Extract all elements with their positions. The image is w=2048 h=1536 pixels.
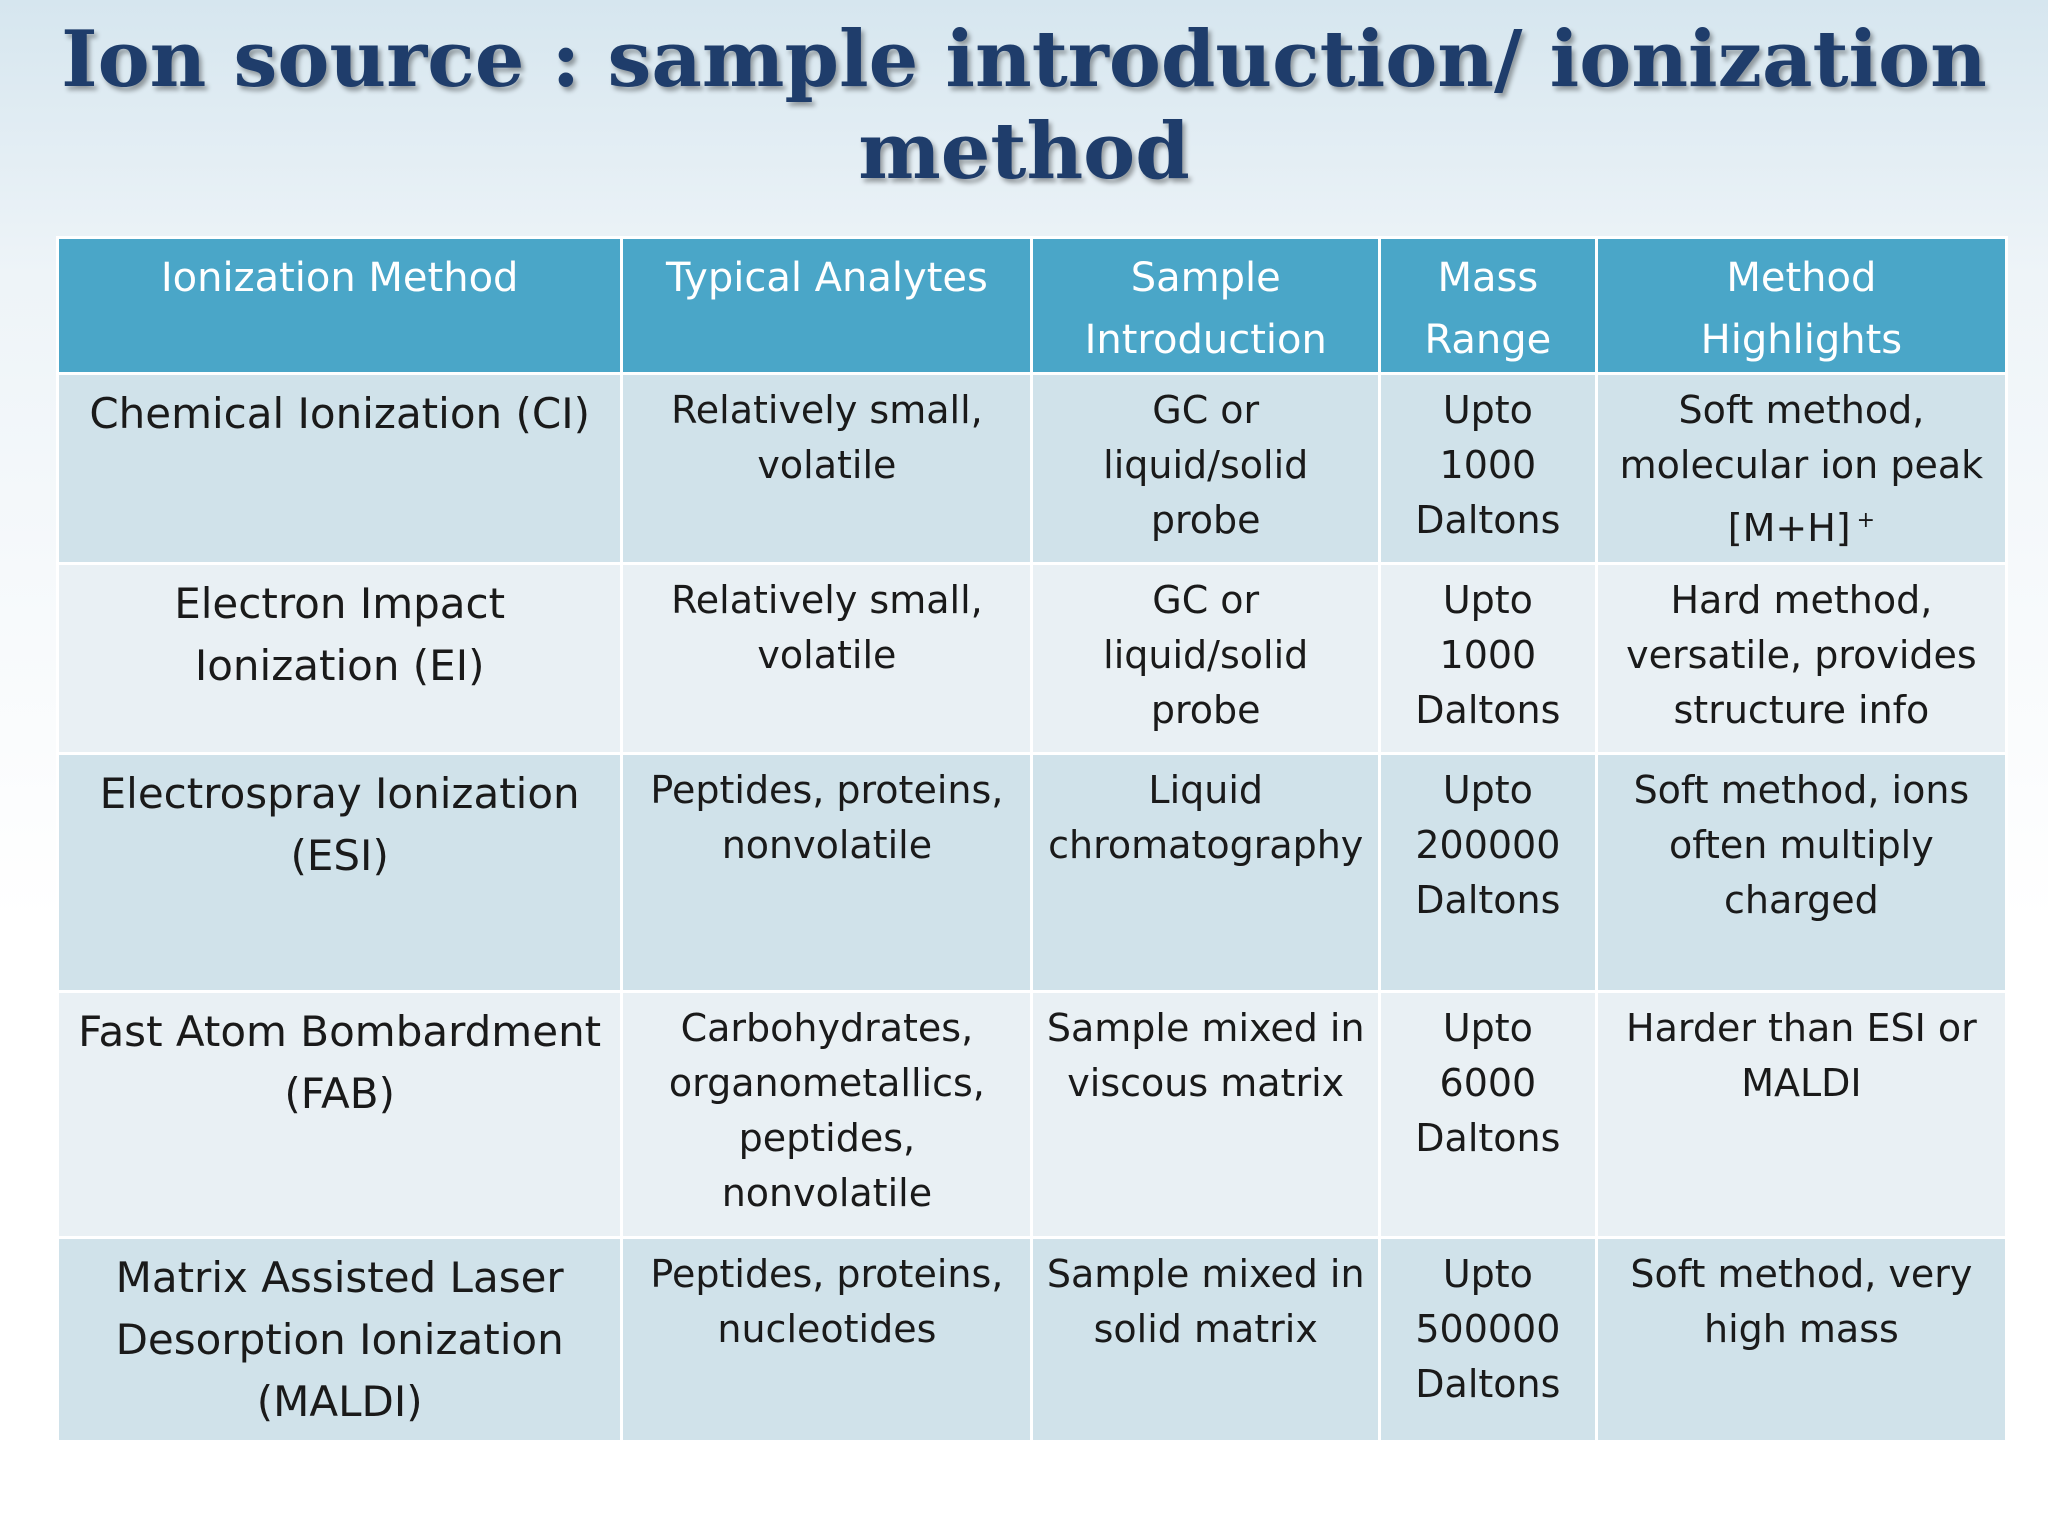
cell-mass-range: Upto 1000 Daltons <box>1379 374 1596 564</box>
cell-introduction: GC or liquid/solid probe <box>1032 564 1379 754</box>
header-mass-range: Mass Range <box>1379 238 1596 374</box>
header-typical-analytes: Typical Analytes <box>622 238 1032 374</box>
cell-introduction: Sample mixed in viscous matrix <box>1032 992 1379 1238</box>
cell-method: Chemical Ionization (CI) <box>58 374 622 564</box>
title-line-1: Ion source : sample introduction/ ionization <box>61 14 1987 105</box>
cell-method: Matrix Assisted Laser Desorption Ionization (MALDI) <box>58 1238 622 1442</box>
cell-introduction: Liquid chromatography <box>1032 754 1379 992</box>
table-row-esi <box>58 754 2007 992</box>
cell-highlights: Soft method, molecular ion peak [M+H] + <box>1596 374 2006 564</box>
cell-method: Electron Impact Ionization (EI) <box>58 564 622 754</box>
cell-analytes: Carbohydrates, organometallics, peptides, nonvolatile <box>622 992 1032 1238</box>
table-row-ci <box>58 374 2007 564</box>
cell-highlights: Harder than ESI or MALDI <box>1596 992 2006 1238</box>
highlight-ion-formula: [M+H] + <box>1727 506 1876 550</box>
cell-introduction: GC or liquid/solid probe <box>1032 374 1379 564</box>
cell-analytes: Relatively small, volatile <box>622 374 1032 564</box>
cell-highlights: Soft method, very high mass <box>1596 1238 2006 1442</box>
table-row-ei <box>58 564 2007 754</box>
table-header-row <box>58 238 2007 374</box>
header-ionization-method: Ionization Method <box>58 238 622 374</box>
cell-highlights: Hard method, versatile, provides structure info <box>1596 564 2006 754</box>
cell-method: Fast Atom Bombardment (FAB) <box>58 992 622 1238</box>
cell-analytes: Peptides, proteins, nonvolatile <box>622 754 1032 992</box>
header-sample-introduction: Sample Introduction <box>1032 238 1379 374</box>
cell-mass-range: Upto 6000 Daltons <box>1379 992 1596 1238</box>
cell-mass-range: Upto 500000 Daltons <box>1379 1238 1596 1442</box>
cell-mass-range: Upto 200000 Daltons <box>1379 754 1596 992</box>
header-method-highlights: Method Highlights <box>1596 238 2006 374</box>
cell-mass-range: Upto 1000 Daltons <box>1379 564 1596 754</box>
cell-method: Electrospray Ionization (ESI) <box>58 754 622 992</box>
title-line-2: method <box>858 106 1190 197</box>
slide-title <box>0 14 2048 198</box>
cell-analytes: Relatively small, volatile <box>622 564 1032 754</box>
superscript-charge: + <box>1856 508 1876 533</box>
table-row-fab <box>58 992 2007 1238</box>
cell-highlights: Soft method, ions often multiply charged <box>1596 754 2006 992</box>
ionization-table <box>56 236 2008 1443</box>
cell-analytes: Peptides, proteins, nucleotides <box>622 1238 1032 1442</box>
table-row-maldi <box>58 1238 2007 1442</box>
cell-introduction: Sample mixed in solid matrix <box>1032 1238 1379 1442</box>
